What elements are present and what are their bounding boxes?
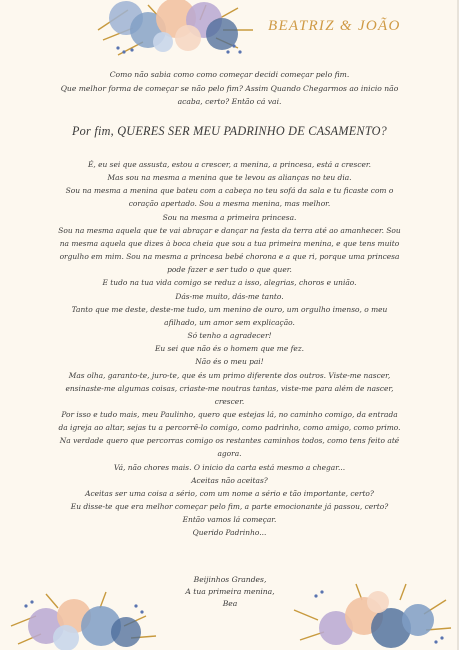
couple-names: BEATRIZ & JOÃO [268, 18, 401, 34]
blossoms [109, 0, 238, 52]
intro-line: acaba, certo? Então cá vai. [177, 97, 282, 107]
letter-line: Só tenho a agradecer! [187, 331, 272, 341]
letter-line: coração apertado. Sou a mesma menina, mas melhor. [128, 199, 331, 209]
intro-line: Que melhor forma de começar se não pelo fim? Assim Quando Chegarmos ao inicio não [60, 83, 399, 93]
letter-line: Aceitas não aceitas? [191, 475, 268, 485]
letter-line: Eu sei que não és o homem que me fez. [154, 344, 305, 354]
letter-line: Sou na mesma a menina que bateu com a cabeça no teu sofá da sala e tu ficaste com o [65, 186, 394, 196]
blossoms [319, 591, 434, 648]
letter-line: Eu disse-te que era melhor começar pelo fim, a parte emocionante já passou, certo? [70, 502, 389, 512]
intro-line: Como não sabia como como começar decidi começar pelo fim. [109, 70, 350, 79]
letter-line: Mas sou na mesma a menina que te levou as alianças no teu dia. [107, 173, 352, 183]
letter-line: pode fazer e ser tudo o que quer. [167, 265, 292, 275]
letter-line: É, eu sei que assusta, estou a crescer, a menina, a princesa, está a crescer. [87, 160, 372, 169]
signature-line: Bea [222, 599, 238, 609]
letter-line: Aceitas ser uma coisa a sério, com um nome a sério e tão importante, certo? [85, 488, 374, 498]
letter-line: da igreja ao altar, sejas tu a percorrê-lo comigo, como padrinho, como amigo, como primo. [58, 423, 401, 433]
letter-line: Querido Padrinho... [192, 528, 267, 538]
letter-line: Então vamos lá começar. [182, 515, 277, 525]
letter-line: na mesma aquela que dizes à boca cheia que sou a tua primeira menina, e que tens muito [59, 238, 400, 248]
letter-line: Sou na mesma aquela que te vai abraçar e dançar na festa da terra até ao amanhecer. Sou [58, 225, 401, 235]
letter-line: Por isso e tudo mais, meu Paulinho, quero que estejas lá, no caminho comigo, da entrada [61, 409, 398, 419]
signature-line: Beijinhos Grandes, [193, 575, 267, 584]
proposal-question: Por fim, QUERES SER MEU PADRINHO DE CASAMENTO? [71, 124, 388, 138]
letter-line: Tanto que me deste, deste-me tudo, um menino de ouro, um orgulho imenso, o meu [71, 304, 388, 314]
letter-line: Não és o meu pai! [195, 357, 264, 367]
floral-bouquet-bottom-left [6, 586, 166, 650]
letter-line: crescer. [214, 396, 245, 406]
intro-paragraph [40, 68, 419, 109]
letter-line: Vá, não chores mais. O inicio da carta está mesmo a chegar... [113, 462, 346, 472]
letter-line: agora. [217, 449, 242, 459]
signature-line: A tua primeira menina, [185, 587, 275, 597]
letter-line: ensinaste-me algumas coisas, criaste-me noutras tantas, viste-me para além de nascer, [65, 383, 394, 393]
letter-body [22, 158, 437, 540]
letter-line: Dás-me muito, dás-me tanto. [175, 291, 284, 301]
blossoms [28, 599, 141, 650]
letter-line: afilhado, um amor sem explicação. [164, 317, 295, 327]
floral-bouquet-bottom-right [286, 580, 456, 650]
letter-line: orgulho em mim. Sou na mesma a princesa bebé chorona e a que ri, porque uma princesa [59, 252, 400, 262]
letter-line: E tudo na tua vida comigo se reduz a isso, alegrias, choros e união. [102, 278, 357, 288]
floral-bouquet-top [88, 0, 263, 62]
letter-line: Na verdade quero que percorras comigo os restantes caminhos todos, como tens feito até [59, 436, 400, 446]
letter-line: Mas olha, garanto-te, juro-te, que és um primo diferente dos outros. Viste-me nascer, [68, 370, 391, 380]
letter-line: Sou na mesma a primeira princesa. [162, 212, 297, 222]
